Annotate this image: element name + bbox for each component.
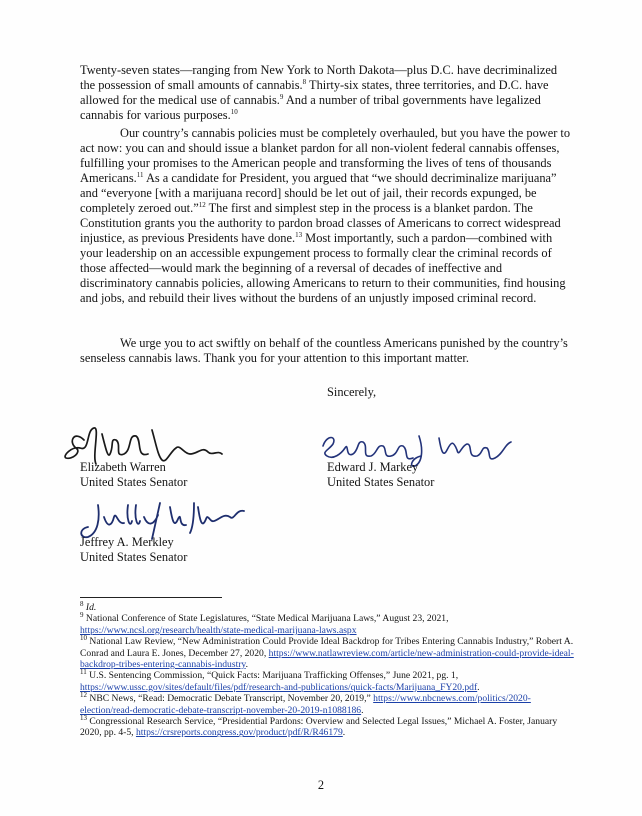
footnote-text: Id. <box>85 602 97 613</box>
paragraph-text: As a candidate for President, you argued that “we should decriminalize marijuana” and “everyone [with a marijuana record] should be let out of jail, their records expunged, be completely zeroed out.” <box>80 171 557 215</box>
footnote <box>80 599 580 613</box>
footnote-marker: 12 <box>198 200 206 209</box>
footnote-number: 10 <box>80 634 87 643</box>
paragraph-text: Thirty-six states, three territories, and D.C. have allowed for the medical use of cannabis. <box>80 78 549 107</box>
signatory-name: Jeffrey A. Merkley <box>80 535 174 549</box>
footnote-number: 9 <box>80 611 84 620</box>
paragraph-text: The first and simplest step in the process is a blanket pardon. The Constitution grants you the authority to pardon broad classes of Americans to correct widespread injustice, as previous Presidents have done. <box>80 201 561 245</box>
footnote-link[interactable]: https://www.natlawreview.com/article/new-administration-could-provide-ideal-backdrop-tribes-entering-cannabis-industry <box>80 647 574 671</box>
paragraph-text: Most importantly, such a pardon—combined with your leadership on an accessible expungement process to formally clear the criminal records of those affected—would mark the beginning of a reversal of decades of ineffective and discriminatory cannabis policies, allowing Americans to return to their communities, find housing and jobs, and rebuild their lives without the burdens of an unjustly imposed criminal record. <box>80 231 566 305</box>
paragraph-text: And a number of tribal governments have legalized cannabis for various purposes. <box>80 93 541 122</box>
footnote-marker: 8 <box>302 77 307 86</box>
footnote-link[interactable]: https://www.ncsl.org/research/health/state-medical-marijuana-laws.aspx <box>80 624 357 636</box>
footnote-marker: 11 <box>136 170 144 179</box>
signatory-name: Edward J. Markey <box>327 460 419 474</box>
paragraph-text: We urge you to act swiftly on behalf of the countless Americans punished by the country’s senseless cannabis laws. Thank you for your attention to this important matter. <box>80 336 568 365</box>
page-number: 2 <box>317 778 325 792</box>
footnote-link[interactable]: https://www.nbcnews.com/politics/2020-election/read-democratic-debate-transcript-november-20-2019-n1088186 <box>80 693 531 716</box>
footnote-link[interactable]: https://www.ussc.gov/sites/default/files/pdf/research-and-publications/quick-facts/Marijuana_FY20.pdf <box>80 681 478 693</box>
signature-block-warren <box>80 460 187 490</box>
footnote-text: NBC News, “Read: Democratic Debate Transcript, November 20, 2019,” <box>89 693 371 705</box>
footnote-marker: 10 <box>230 107 238 116</box>
signatory-name: Elizabeth Warren <box>80 460 166 474</box>
footnote-text: National Conference of State Legislatures, “State Medical Marijuana Laws,” August 23, 2021, <box>85 613 449 625</box>
footnote-text: National Law Review, “New Administration Could Provide Ideal Backdrop for Tribes Entering Cannabis Industry,” Robert A. Conrad and Laura E. Jones, December 27, 2020, <box>80 636 574 659</box>
signatory-title: United States Senator <box>327 475 435 489</box>
footnote <box>80 693 580 716</box>
closing-salutation: Sincerely, <box>327 385 377 399</box>
footnote-number: 11 <box>80 668 87 677</box>
footnote-end: . <box>477 681 480 693</box>
paragraph-closing-request <box>80 336 572 366</box>
footnote-marker: 9 <box>279 92 284 101</box>
paragraph-decriminalization <box>80 63 572 123</box>
footnote-number: 13 <box>80 713 87 722</box>
footnote-separator <box>80 597 222 598</box>
paragraph-pardon-request <box>80 126 572 306</box>
paragraph-text: Twenty-seven states—ranging from New York to North Dakota—plus D.C. have decriminalized the possession of small amounts of cannabis. <box>80 63 558 92</box>
signatory-title: United States Senator <box>80 550 188 564</box>
signature-block-merkley <box>80 535 187 565</box>
footnote-number: 12 <box>80 691 87 700</box>
footnote-link[interactable]: https://crsreports.congress.gov/product/pdf/R/R46179 <box>135 727 343 739</box>
footnote-text: Congressional Research Service, “Presidential Pardons: Overview and Selected Legal Issues,” Michael A. Foster, January 2020, pp. 4-5, <box>80 716 558 739</box>
signature-block-markey <box>327 460 434 490</box>
footnote <box>80 713 580 739</box>
footnote <box>80 613 580 636</box>
footnote-number: 8 <box>80 599 84 608</box>
footnote <box>80 636 580 670</box>
footnotes <box>80 599 580 739</box>
signatory-title: United States Senator <box>80 475 188 489</box>
paragraph-text: Our country’s cannabis policies must be completely overhauled, but you have the power to act now: you can and should issue a blanket pardon for all non-violent federal cannabis offenses, fulfilling your promises to the American people and transforming the lives of tens of thousands Americans. <box>80 126 571 185</box>
footnote-end: . <box>245 659 249 671</box>
footnote-end: . <box>361 704 364 716</box>
footnote-text: U.S. Sentencing Commission, “Quick Facts: Marijuana Trafficking Offenses,” June 2021, pg. 1, <box>89 670 459 682</box>
footnote <box>80 670 580 693</box>
footnote-end: . <box>342 727 346 739</box>
footnote-marker: 13 <box>295 230 303 239</box>
